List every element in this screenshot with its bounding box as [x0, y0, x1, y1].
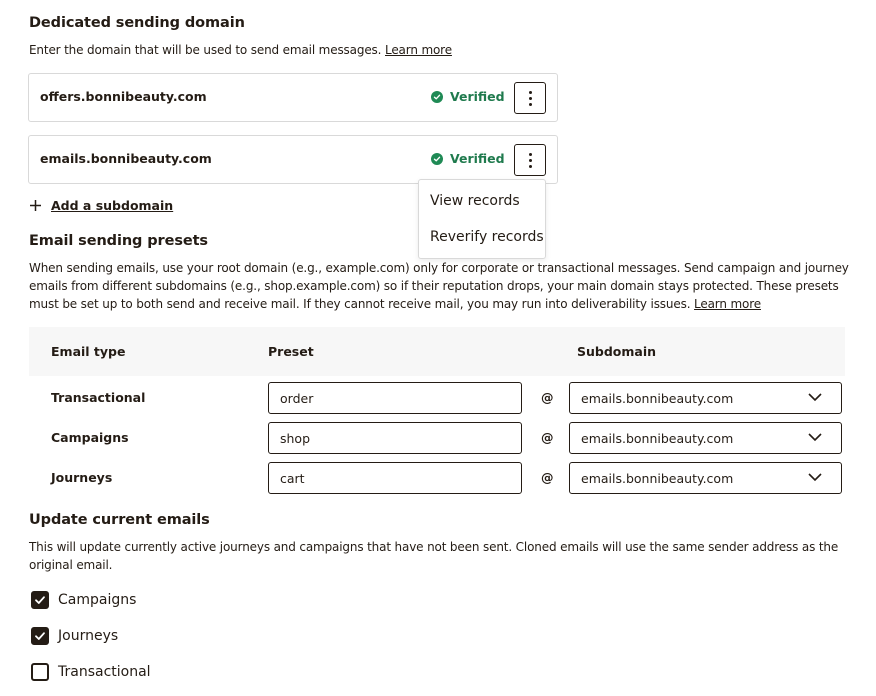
chevron-down-icon	[808, 393, 822, 402]
verified-label: Verified	[450, 89, 505, 104]
check-circle-icon	[431, 153, 443, 165]
domain-description-text: Enter the domain that will be used to send email messages.	[29, 43, 382, 57]
verified-label: Verified	[450, 151, 505, 166]
row-label-campaigns: Campaigns	[51, 430, 129, 445]
check-circle-icon	[431, 91, 443, 103]
column-header-email-type: Email type	[51, 344, 126, 359]
update-section-title: Update current emails	[29, 512, 210, 528]
add-subdomain-button[interactable]	[29, 198, 173, 213]
preset-input-journeys[interactable]: cart	[268, 462, 522, 494]
at-symbol: @	[541, 430, 554, 445]
checkbox-label: Transactional	[58, 664, 151, 680]
checkbox-box[interactable]	[31, 591, 49, 609]
checkbox-label: Campaigns	[58, 592, 137, 608]
checkbox-box[interactable]	[31, 627, 49, 645]
subdomain-select-value: emails.bonnibeauty.com	[581, 431, 734, 446]
menu-item-reverify-records[interactable]: Reverify records	[430, 229, 544, 245]
checkbox-transactional[interactable]	[31, 663, 151, 681]
presets-section-description	[29, 259, 851, 313]
presets-description-text: When sending emails, use your root domain (e.g., example.com) only for corporate or transactional messages. Send campaign and journey emails from different subdomains (e.g., shop.example.com) so if their reputation drops, your main domain stays protected. These presets must be set up to both send and receive mail. If they cannot receive mail, you may run into deliverability issues.	[29, 261, 849, 311]
kebab-menu-icon	[529, 91, 532, 94]
subdomain-select-value: emails.bonnibeauty.com	[581, 471, 734, 486]
checkbox-journeys[interactable]	[31, 627, 118, 645]
column-header-subdomain: Subdomain	[577, 344, 657, 359]
domain-more-button[interactable]	[514, 82, 546, 114]
update-section-description: This will update currently active journeys and campaigns that have not been sent. Cloned emails will use the same sender address as the original email.	[29, 540, 839, 572]
checkbox-label: Journeys	[58, 628, 119, 644]
domain-section-description	[29, 41, 452, 59]
at-symbol: @	[541, 470, 554, 485]
verified-status	[431, 89, 505, 104]
at-symbol: @	[541, 390, 554, 405]
domain-card	[28, 73, 558, 122]
add-subdomain-label: Add a subdomain	[51, 198, 174, 213]
domain-more-button[interactable]	[514, 144, 546, 176]
row-label-journeys: Journeys	[51, 470, 113, 485]
domain-name: emails.bonnibeauty.com	[40, 151, 212, 166]
plus-icon	[29, 199, 42, 212]
subdomain-select-value: emails.bonnibeauty.com	[581, 391, 734, 406]
kebab-menu-icon	[529, 153, 532, 156]
menu-item-view-records[interactable]: View records	[430, 193, 520, 209]
presets-section-title: Email sending presets	[29, 233, 208, 249]
verified-status	[431, 151, 505, 166]
checkmark-icon	[34, 630, 46, 642]
chevron-down-icon	[808, 433, 822, 442]
domain-learn-more-link[interactable]: Learn more	[385, 43, 452, 57]
domain-card	[28, 135, 558, 184]
presets-table-header	[29, 327, 845, 376]
subdomain-select-transactional[interactable]	[569, 382, 842, 414]
preset-input-campaigns[interactable]: shop	[268, 422, 522, 454]
domain-section-title: Dedicated sending domain	[29, 15, 245, 31]
domain-actions-menu	[418, 179, 546, 259]
chevron-down-icon	[808, 473, 822, 482]
checkmark-icon	[34, 594, 46, 606]
row-label-transactional: Transactional	[51, 390, 146, 405]
checkbox-campaigns[interactable]	[31, 591, 136, 609]
presets-learn-more-link[interactable]: Learn more	[694, 297, 761, 311]
domain-name: offers.bonnibeauty.com	[40, 89, 207, 104]
preset-input-transactional[interactable]: order	[268, 382, 522, 414]
checkbox-box[interactable]	[31, 663, 49, 681]
column-header-preset: Preset	[268, 344, 314, 359]
subdomain-select-journeys[interactable]	[569, 462, 842, 494]
subdomain-select-campaigns[interactable]	[569, 422, 842, 454]
